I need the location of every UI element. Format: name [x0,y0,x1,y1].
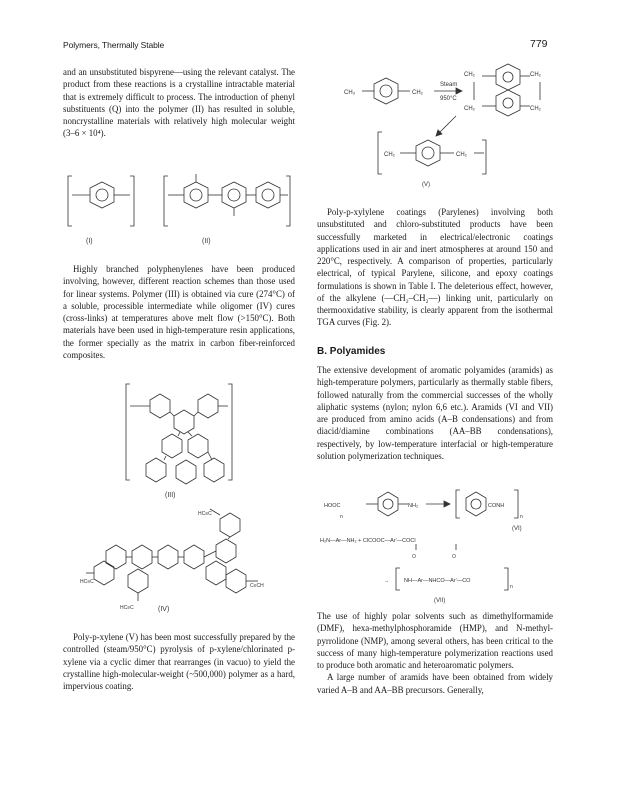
svg-text:CH₂: CH₂ [456,152,467,158]
svg-text:CH₂: CH₂ [464,106,475,112]
svg-text:HC≡C: HC≡C [80,579,94,585]
right-paragraph-1: Poly-p-xylylene coatings (Parylenes) involving both unsubstituted and chloro-substituted products have been successfully marketed in electrical/electronic coatings applications used in air and inert atmospheres at around 150 and 220°C, respectively. A comparison of properties, particularly electrical, of typical Parylene, silicone, and epoxy coatings formulations is shown in Table I. The deleterious effect, however, of the alkylene (—CH₂–CH₂—) linking unit, particularly on thermooxidative stability, is clearly apparent from the isothermal TGA curves (Fig. 2). [317,207,553,328]
polymer-III-structure [110,380,260,500]
polyphenylene-structures-figure [62,168,298,248]
page-number: 779 [530,38,548,50]
svg-text:CH₂: CH₂ [464,72,475,78]
svg-text:CH₂: CH₂ [384,152,395,158]
svg-text:NH₂: NH₂ [408,503,419,509]
svg-text:H₂N—Ar—NH₂ + ClCOOC—Ar'—COCl: H₂N—Ar—NH₂ + ClCOOC—Ar'—COCl [320,538,416,544]
label-II: (II) [202,238,211,245]
svg-text:C≡CH: C≡CH [250,583,264,589]
label-VII: (VII) [434,598,446,604]
svg-text:CH₂: CH₂ [530,72,541,78]
scheme-ch3-left: CH₃ [344,90,356,96]
right-paragraph-4: A large number of aramids have been obtained from widely varied A–B and AA–BB precursors. Generally, [317,672,553,695]
left-paragraph-3: Poly-p-xylene (V) has been most successfully prepared by the controlled (steam/950°C) pyrolysis of p-xylene/chlorinated p-xylene via a cyclic dimer that rearranges (in vacuo) to yield the crystalline high-molecular-weight (~500,000) polymer as a hard, impervious coating. [63,632,295,691]
label-I: (I) [86,238,93,245]
svg-text:HOOC: HOOC [324,503,341,509]
left-paragraph-1: and an unsubstituted bispyrene—using the relevant catalyst. The product from these reactions is a crystalline intractable material that is extremely difficult to process. The introduction of phenyl substituents (Q) into the polymer (II) has resulted in soluble, noncrystalline materials with relatively high molecular weight (3–6 × 10⁴). [63,67,295,139]
poly-p-xylene-scheme [316,62,556,192]
svg-text:n: n [520,514,523,520]
label-VI: (VI) [512,526,522,532]
scheme-steam: Steam [440,82,458,88]
right-paragraph-3: The use of highly polar solvents such as dimethylformamide (DMF), hexa-methylphosphoramide (HMP), and N-methyl-pyrrolidone (NMP), among several others, has been critical to the success of many high-temperature polymerization reactions used to produce both aromatic and heteroaromatic polymers. A large number of aramids have been obtained from widely varied A–B and AA–BB precursors. Generally, [317,611,553,695]
svg-text:O: O [452,554,456,560]
svg-text:HC≡C: HC≡C [120,605,134,611]
scheme-temp: 950°C [440,96,457,102]
scheme-ch2-left: CH₂ [412,90,423,96]
label-IV: (IV) [158,606,170,613]
section-heading-polyamides: B. Polyamides [317,346,386,357]
aramid-scheme [316,488,556,606]
svg-text:CH₂: CH₂ [530,106,541,112]
svg-text:n: n [510,584,513,590]
running-title: Polymers, Thermally Stable [63,40,165,50]
svg-text:NH—Ar—NHCO—Ar'—CO: NH—Ar—NHCO—Ar'—CO [404,578,471,584]
label-III: (III) [165,492,176,499]
right-paragraph-2: The extensive development of aromatic polyamides (aramids) as high-temperature polymers, particularly as thermally stable fibers, followed naturally from the commercial successes of the wholly aliphatic systems (nylon; nylon 6,6 etc.). Aramids (VI and VII) are produced from amino acids (A–B condensations) and from diacid/diamine combinations (AA–BB condensations), respectively, by low-temperature interfacial or high-temperature solution polymerization techniques. [317,365,553,461]
svg-text:→: → [384,578,390,584]
label-V: (V) [422,182,430,188]
svg-text:HC≡C: HC≡C [198,511,212,517]
svg-text:n: n [340,514,343,520]
svg-text:O: O [412,554,416,560]
oligomer-IV-structure [80,505,270,615]
left-paragraph-2: Highly branched polyphenylenes have been produced involving, however, different reaction schemes than those used for linear systems. Polymer (III) is obtained via cure (274°C) of a soluble, processible intermediate while oligomer (IV) cures (cross-links) at temperatures above melt flow (>150°C). Both materials have been used in high-temperature resin applications, the former specially as the matrix in carbon fiber-reinforced composites. [63,264,295,360]
svg-text:CONH: CONH [488,503,505,509]
